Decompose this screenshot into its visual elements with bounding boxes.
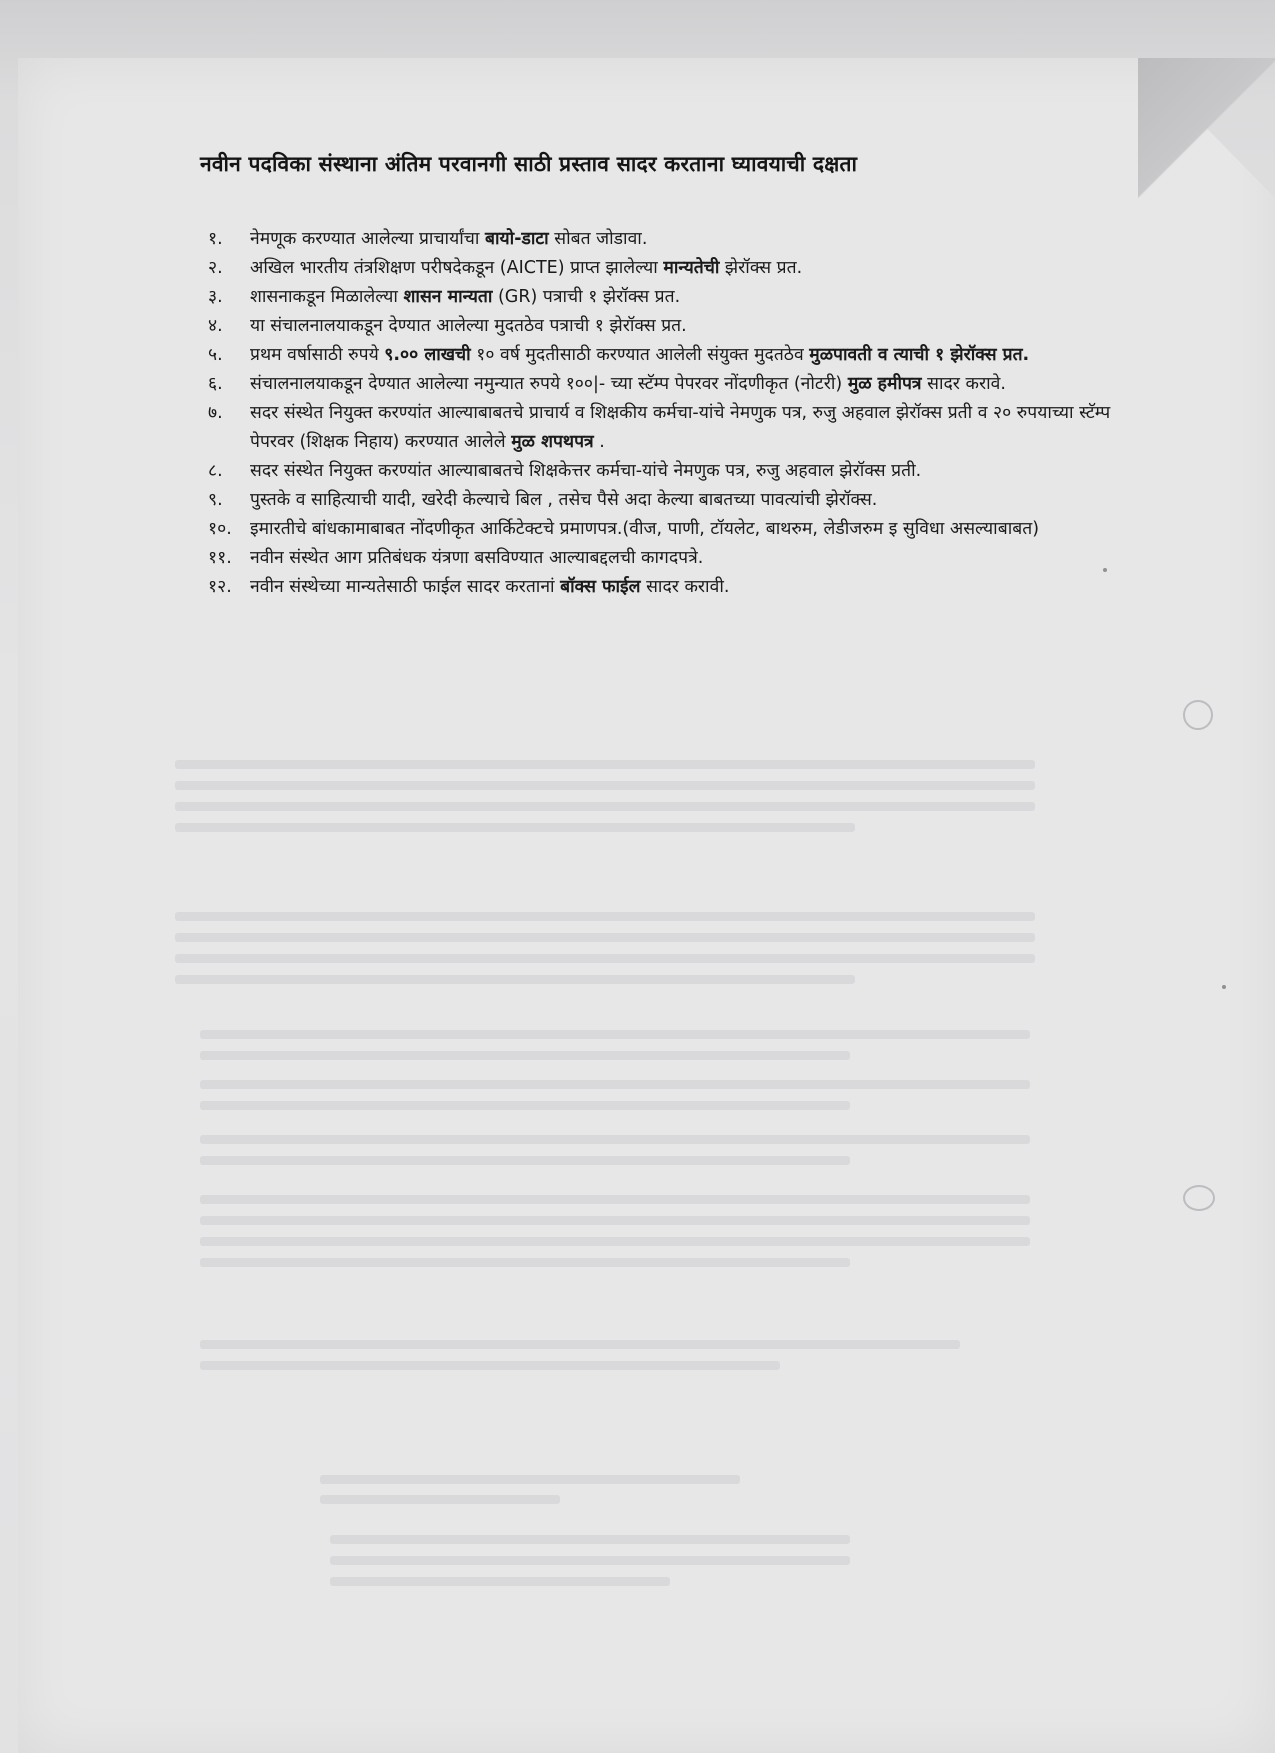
text-run: नवीन संस्थेत आग प्रतिबंधक यंत्रणा बसविण्यात आल्याबद्दलची कागदपत्रे. xyxy=(250,548,704,568)
item-number: १. xyxy=(208,229,223,249)
bold-text: मुळपावती व त्याची १ झेरॉक्स प्रत. xyxy=(809,345,1030,365)
bold-text: मुळ हमीपत्र xyxy=(847,374,922,394)
item-number: ९. xyxy=(208,490,223,510)
item-number: ८. xyxy=(208,461,223,481)
bold-text: मुळ शपथपत्र xyxy=(511,432,594,452)
bold-text: शासन मान्यता xyxy=(403,287,493,307)
list-item xyxy=(208,341,1128,370)
item-number: ६. xyxy=(208,374,223,394)
text-run: शासनाकडून मिळालेल्या xyxy=(250,287,404,307)
list-item xyxy=(208,486,1128,515)
item-text xyxy=(250,254,1128,283)
punch-mark xyxy=(1183,1185,1215,1211)
text-run: पुस्तके व साहित्याची यादी, खरेदी केल्याचे बिल , तसेच पैसे अदा केल्या बाबतच्या पावत्यांची झेरॉक्स. xyxy=(250,490,878,510)
text-run: अखिल भारतीय तंत्रशिक्षण परीषदेकडून (AICTE) प्राप्त झालेल्या xyxy=(250,258,664,278)
list-item xyxy=(208,283,1128,312)
item-text xyxy=(250,399,1128,457)
bold-text: मान्यतेची xyxy=(663,258,720,278)
checklist xyxy=(208,225,1128,602)
list-item xyxy=(208,544,1128,573)
list-item xyxy=(208,254,1128,283)
item-number: ५. xyxy=(208,345,223,365)
item-text xyxy=(250,225,1128,254)
speck xyxy=(1222,985,1226,989)
list-item xyxy=(208,515,1128,544)
document-title: नवीन पदविका संस्थाना अंतिम परवानगी साठी प्रस्ताव सादर करताना घ्यावयाची दक्षता xyxy=(200,152,858,176)
item-number: १२. xyxy=(208,577,232,597)
item-text xyxy=(250,515,1128,544)
item-text xyxy=(250,370,1128,399)
item-number: ४. xyxy=(208,316,223,336)
text-run: या संचालनालयाकडून देण्यात आलेल्या मुदतठेव पत्राची १ झेरॉक्स प्रत. xyxy=(250,316,687,336)
text-run: नेमणूक करण्यात आलेल्या प्राचार्यांचा xyxy=(250,229,485,249)
item-text xyxy=(250,312,1128,341)
item-number: ११. xyxy=(208,548,232,568)
text-run: सादर करावी. xyxy=(640,577,730,597)
item-number: २. xyxy=(208,258,223,278)
bold-text: बॉक्स फाईल xyxy=(560,577,641,597)
punch-mark xyxy=(1183,700,1213,730)
text-run: सदर संस्थेत नियुक्त करण्यांत आल्याबाबतचे प्राचार्य व शिक्षकीय कर्मचा-यांचे नेमणुक पत्र, रुजु अहवाल झेरॉक्स प्रती व २० रुपयाच्या स्टॅम्प पेपरवर (शिक्षक निहाय) करण्यात आलेले xyxy=(250,403,1111,452)
text-run: सदर संस्थेत नियुक्त करण्यांत आल्याबाबतचे शिक्षकेत्तर कर्मचा-यांचे नेमणुक पत्र, रुजु अहवाल झेरॉक्स प्रती. xyxy=(250,461,922,481)
text-run: नवीन संस्थेच्या मान्यतेसाठी फाईल सादर करतानां xyxy=(250,577,561,597)
item-text xyxy=(250,283,1128,312)
text-run: संचालनालयाकडून देण्यात आलेल्या नमुन्यात रुपये १००|- च्या स्टॅम्प पेपरवर नोंदणीकृत (नोटरी) xyxy=(250,374,848,394)
text-run: प्रथम वर्षासाठी रुपये xyxy=(250,345,385,365)
text-run: झेरॉक्स प्रत. xyxy=(719,258,803,278)
item-number: ३. xyxy=(208,287,223,307)
text-run: . xyxy=(593,432,605,452)
bold-text: बायो-डाटा xyxy=(484,229,549,249)
bold-text: ९.०० लाखची xyxy=(384,345,471,365)
item-number: १०. xyxy=(208,519,232,539)
item-text xyxy=(250,457,1128,486)
text-run: इमारतीचे बांधकामाबाबत नोंदणीकृत आर्किटेक्टचे प्रमाणपत्र.(वीज, पाणी, टॉयलेट, बाथरुम, लेडीजरुम इ सुविधा असल्याबाबत) xyxy=(250,519,1040,539)
item-text xyxy=(250,486,1128,515)
item-text xyxy=(250,544,1128,573)
item-number: ७. xyxy=(208,403,223,423)
text-run: सोबत जोडावा. xyxy=(548,229,648,249)
text-run: सादर करावे. xyxy=(921,374,1006,394)
list-item xyxy=(208,573,1128,602)
list-item xyxy=(208,370,1128,399)
list-item xyxy=(208,312,1128,341)
list-item xyxy=(208,399,1128,457)
text-run: १० वर्ष मुदतीसाठी करण्यात आलेली संयुक्त मुदतठेव xyxy=(470,345,810,365)
text-run: (GR) पत्राची १ झेरॉक्स प्रत. xyxy=(492,287,681,307)
list-item xyxy=(208,457,1128,486)
list-item xyxy=(208,225,1128,254)
item-text xyxy=(250,341,1128,370)
folded-corner xyxy=(1138,58,1275,198)
item-text xyxy=(250,573,1128,602)
